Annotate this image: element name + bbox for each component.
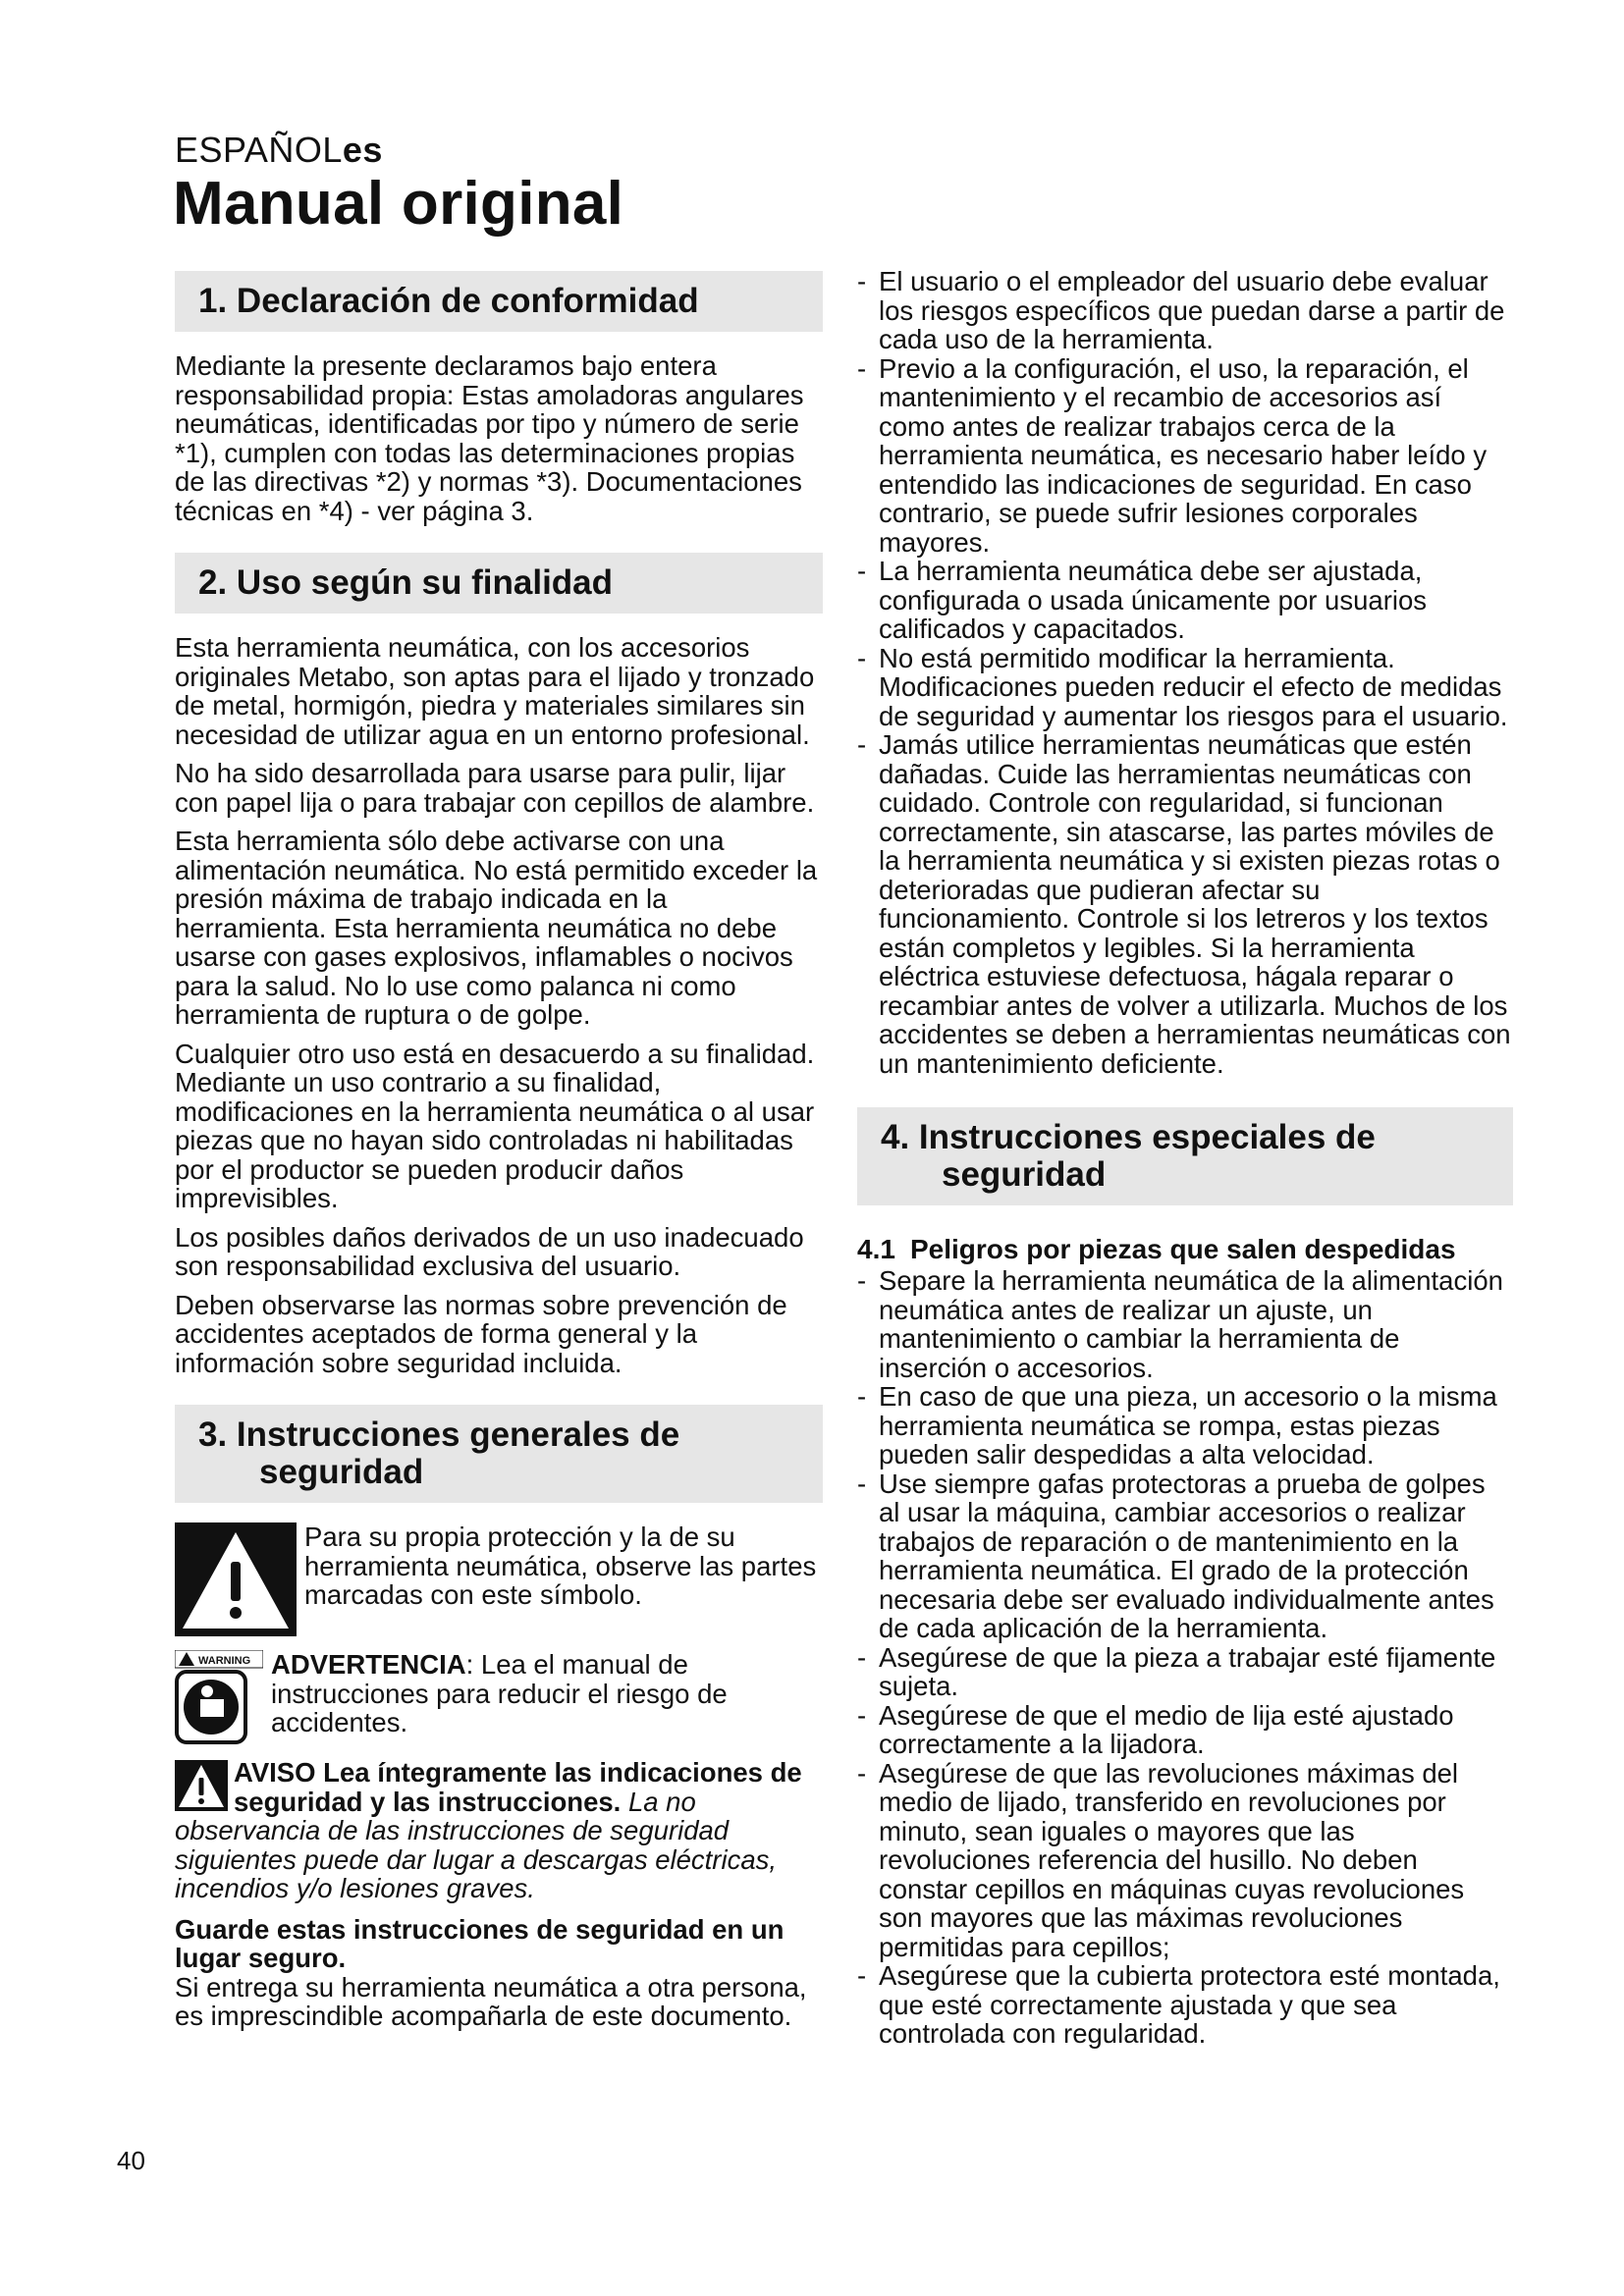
language-name: ESPAÑOL (175, 130, 343, 170)
section-4-heading-line2: seguridad (942, 1155, 1107, 1194)
ejected-parts-list (857, 1266, 1513, 2049)
language-label (175, 130, 383, 171)
page-title: Manual original (173, 170, 624, 238)
left-column (175, 271, 823, 2031)
read-manual-icon (175, 1650, 263, 1744)
list-item: - Jamás utilice herramientas neumáticas que estén dañadas. Cuide las herramientas neumáticas con cuidado. Controle con regularidad, si funcionan correctamente, sin atascarse, las partes móviles de la herramienta neumática y si existen piezas rotas o deterioradas que pudieran afectar su funcionamiento. Controle si los letreros y los textos están completos y legibles. Si la herramienta eléctrica estuviese defectuosa, hágala reparar o recambiar antes de volver a utilizarla. Muchos de los accidentes se deben a herramientas neumáticas con un mantenimiento deficiente. (857, 730, 1513, 1078)
advertencia-text (271, 1650, 823, 1737)
aviso-warning-icon (175, 1760, 228, 1811)
keep-instructions-note (175, 1915, 823, 2031)
language-code: es (342, 130, 383, 170)
section-4-heading-line1: 4. Instrucciones especiales de (881, 1118, 1376, 1156)
warning-triangle-icon (175, 1522, 297, 1636)
section-2-paragraph: Esta herramienta sólo debe activarse con una alimentación neumática. No está permitido exceder la presión máxima de trabajo indicada en la herramienta. Esta herramienta neumática no debe usarse con gases explosivos, inflamables o nocivos para la salud. No lo use como palanca ni como herramienta de ruptura o de golpe. (175, 826, 818, 1030)
list-item: - Asegúrese de que las revoluciones máximas del medio de lijado, transferido en revoluciones por minuto, sean iguales o mayores que las revoluciones referencia del husillo. No deben constar cepillos en máquinas cuyas revoluciones son mayores que las máximas revoluciones permitidas para cepillos; (857, 1759, 1513, 1962)
list-item: - Use siempre gafas protectoras a prueba de golpes al usar la máquina, cambiar accesorios o realizar trabajos de reparación o de mantenimiento en la herramienta neumática. El grado de la protección necesaria debe ser evaluado individualmente antes de cada aplicación de la herramienta. (857, 1469, 1513, 1643)
advertencia-label: ADVERTENCIA (271, 1649, 466, 1680)
right-column (857, 267, 1513, 2049)
section-2-paragraph: Deben observarse las normas sobre prevención de accidentes aceptados de forma general y la información sobre seguridad incluida. (175, 1289, 787, 1378)
section-3-heading (175, 1405, 823, 1503)
list-item: - Asegúrese de que el medio de lija esté ajustado correctamente a la lijadora. (857, 1701, 1513, 1759)
section-4-heading (857, 1107, 1513, 1205)
list-item: - El usuario o el empleador del usuario debe evaluar los riesgos específicos que puedan darse a partir de cada uso de la herramienta. (857, 267, 1513, 354)
warning-badge-text: WARNING (198, 1655, 251, 1667)
section-3-heading-line2: seguridad (259, 1453, 424, 1491)
advertencia-note (175, 1650, 823, 1744)
subsection-title: Peligros por piezas que salen despedidas (910, 1234, 1456, 1264)
list-item: - La herramienta neumática debe ser ajustada, configurada o usada únicamente por usuarios calificados y capacitados. (857, 557, 1513, 644)
general-safety-list (857, 267, 1513, 1078)
advertencia-body: : Lea el manual de instrucciones para reducir el riesgo de accidentes. (271, 1649, 728, 1737)
aviso-note (175, 1758, 823, 1903)
page-number: 40 (117, 2146, 145, 2175)
aviso-bold-text: AVISO Lea íntegramente las indicaciones de seguridad y las instrucciones. (234, 1757, 802, 1817)
safety-symbol-text: Para su propia protección y la de su herramienta neumática, observe las partes marcadas con este símbolo. (304, 1522, 817, 1610)
keep-instructions-heading: Guarde estas instrucciones de seguridad en un lugar seguro. (175, 1913, 785, 1973)
subsection-4-1-heading (857, 1235, 1513, 1264)
keep-instructions-text: Si entrega su herramienta neumática a otra persona, es imprescindible acompañarla de este documento. (175, 1971, 807, 2031)
section-1-body: Mediante la presente declaramos bajo entera responsabilidad propia: Estas amoladoras angulares neumáticas, identificadas por tipo y número de serie *1), cumplen con todas las determinaciones propias de las directivas *2) y normas *3). Documentaciones técnicas en *4) - ver página 3. (175, 350, 804, 526)
list-item: - Previo a la configuración, el uso, la reparación, el mantenimiento y el recambio de accesorios así como antes de realizar trabajos cerca de la herramienta neumática, es necesario haber leído y entendido las indicaciones de seguridad. En caso contrario, se puede sufrir lesiones corporales mayores. (857, 354, 1513, 558)
section-2-paragraph: No ha sido desarrollada para usarse para pulir, lijar con papel lija o para trabajar con cepillos de alambre. (175, 758, 815, 818)
aviso-italic-text: La no observancia de las instrucciones de seguridad siguientes puede dar lugar a descargas eléctricas, incendios y/o lesiones graves. (175, 1786, 778, 1903)
section-3-heading-line1: 3. Instrucciones generales de (198, 1415, 680, 1454)
list-item: - No está permitido modificar la herramienta. Modificaciones pueden reducir el efecto de medidas de seguridad y aumentar los riesgos para el usuario. (857, 644, 1513, 731)
safety-symbol-note (175, 1522, 823, 1636)
section-2-heading: 2. Uso según su finalidad (175, 553, 823, 614)
section-2-paragraph: Los posibles daños derivados de un uso inadecuado son responsabilidad exclusiva del usuario. (175, 1221, 804, 1281)
section-2-paragraph: Cualquier otro uso está en desacuerdo a su finalidad. Mediante un uso contrario a su finalidad, modificaciones en la herramienta neumática o al usar piezas que no hayan sido controladas ni habilitadas por el productor se pueden producir daños imprevisibles. (175, 1038, 815, 1213)
section-1-heading: 1. Declaración de conformidad (175, 271, 823, 332)
list-item: - Asegúrese de que la pieza a trabajar esté fijamente sujeta. (857, 1643, 1513, 1701)
list-item: - En caso de que una pieza, un accesorio o la misma herramienta neumática se rompa, estas piezas pueden salir despedidas a alta velocidad. (857, 1382, 1513, 1469)
subsection-number: 4.1 (857, 1234, 895, 1264)
section-2-paragraph: Esta herramienta neumática, con los accesorios originales Metabo, son aptas para el lijado y tronzado de metal, hormigón, piedra y materiales similares sin necesidad de utilizar agua en un entorno profesional. (175, 632, 815, 750)
list-item: - Asegúrese que la cubierta protectora esté montada, que esté correctamente ajustada y que sea controlada con regularidad. (857, 1961, 1513, 2049)
list-item: - Separe la herramienta neumática de la alimentación neumática antes de realizar un ajuste, un mantenimiento o cambiar la herramienta de inserción o accesorios. (857, 1266, 1513, 1382)
